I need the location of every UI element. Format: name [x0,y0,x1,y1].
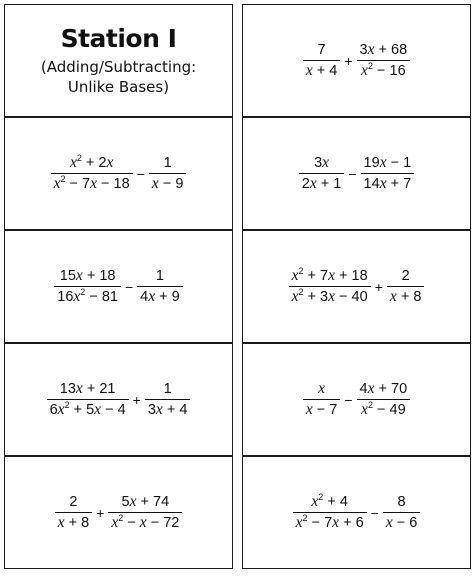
fraction [383,494,421,532]
denominator: x + 8 [389,287,422,305]
fraction [357,41,411,80]
station-subtitle-line-1: (Adding/Subtracting: [40,58,197,76]
operator: − [136,165,145,182]
numerator: 1 [163,380,172,397]
fraction-bar [149,173,187,174]
fraction [137,268,183,306]
station-subtitle-line-2: Unlike Bases) [67,78,170,96]
denominator: $16x^2 - 81$ [57,287,118,305]
rational-expression [52,267,185,306]
denominator: 2x + 1 [301,175,342,192]
operator: + [344,52,353,69]
numerator: 4x + 70 [359,380,408,397]
rational-expression [53,493,185,532]
operator: − [348,165,357,182]
fraction [303,380,341,419]
denominator: x + 4 [305,61,338,79]
rational-expression [297,154,416,193]
fraction-bar [357,399,411,400]
fraction-bar [299,173,345,174]
problem-card [4,117,233,230]
numerator: 5x + 74 [121,493,170,510]
fraction [47,380,129,419]
fraction [387,268,425,306]
rational-expression [291,493,423,532]
operator: − [370,504,379,521]
denominator: 14x + 7 [363,175,412,192]
fraction-bar [303,399,341,400]
numerator: 3x + 68 [359,41,408,58]
rational-expression [287,267,427,306]
denominator: x − 9 [151,174,184,192]
numerator: 19x − 1 [363,154,412,171]
fraction [293,493,367,532]
numerator: 1 [155,267,164,284]
operator: + [96,504,105,521]
fraction [357,380,411,419]
problem-card [242,343,471,456]
problem-card [4,230,233,343]
numerator: $x^2 + 7x + 18$ [291,266,368,284]
fraction [361,154,415,193]
problem-card [242,4,471,117]
fraction [149,155,187,193]
denominator: $x^2 - 7x - 18$ [53,174,130,192]
fraction-bar [55,512,93,513]
numerator: $x^2 + 2x$ [69,153,114,171]
fraction-bar [357,60,411,61]
fraction-bar [145,399,191,400]
numerator: 15x + 18 [59,267,116,284]
fraction [54,267,121,306]
operator: + [374,278,383,295]
denominator: $x^2 - 7x + 6$ [295,513,364,531]
fraction [108,493,182,532]
denominator: x − 6 [385,513,418,531]
rational-expression [301,41,412,80]
numerator: 2 [69,493,78,510]
fraction [303,42,341,80]
numerator: 8 [397,493,406,510]
operator: − [344,391,353,408]
rational-expression [45,380,193,419]
denominator: $x^2 + 3x - 40$ [291,287,368,305]
rational-expression [49,154,189,193]
denominator: 4x + 9 [140,287,180,305]
fraction [299,154,345,193]
operator: + [132,391,141,408]
station-title: Station I [60,24,177,53]
fraction-bar [47,399,129,400]
numerator: $x^2 + 4$ [311,492,348,510]
fraction [145,381,191,419]
denominator: 3x + 4 [147,400,188,418]
fraction-bar [137,286,183,287]
operator: − [124,278,134,295]
fraction-bar [387,286,425,287]
numerator: 7 [317,41,326,58]
fraction [51,154,133,193]
denominator: x + 8 [57,513,90,531]
problem-card [242,456,471,569]
fraction-bar [303,60,341,61]
denominator: $x^2 - x - 72$ [111,513,180,531]
problem-card [242,230,471,343]
station-title-card [4,4,233,117]
denominator: $x^2 - 49$ [361,400,406,418]
fraction [55,494,93,532]
denominator: x − 7 [305,401,338,418]
fraction-bar [383,512,421,513]
problem-card [4,456,233,569]
denominator: $x^2 - 16$ [361,61,406,79]
problem-card [242,117,471,230]
numerator: 1 [163,154,172,171]
denominator: $6x^2 + 5x - 4$ [49,400,126,418]
rational-expression [301,380,412,419]
fraction-bar [54,286,121,287]
fraction [289,267,371,306]
numerator: 13x + 21 [59,380,116,397]
numerator: 3x [314,154,330,171]
fraction-bar [361,173,415,174]
numerator: 2 [401,267,410,284]
numerator: x [318,380,326,397]
problem-card [4,343,233,456]
